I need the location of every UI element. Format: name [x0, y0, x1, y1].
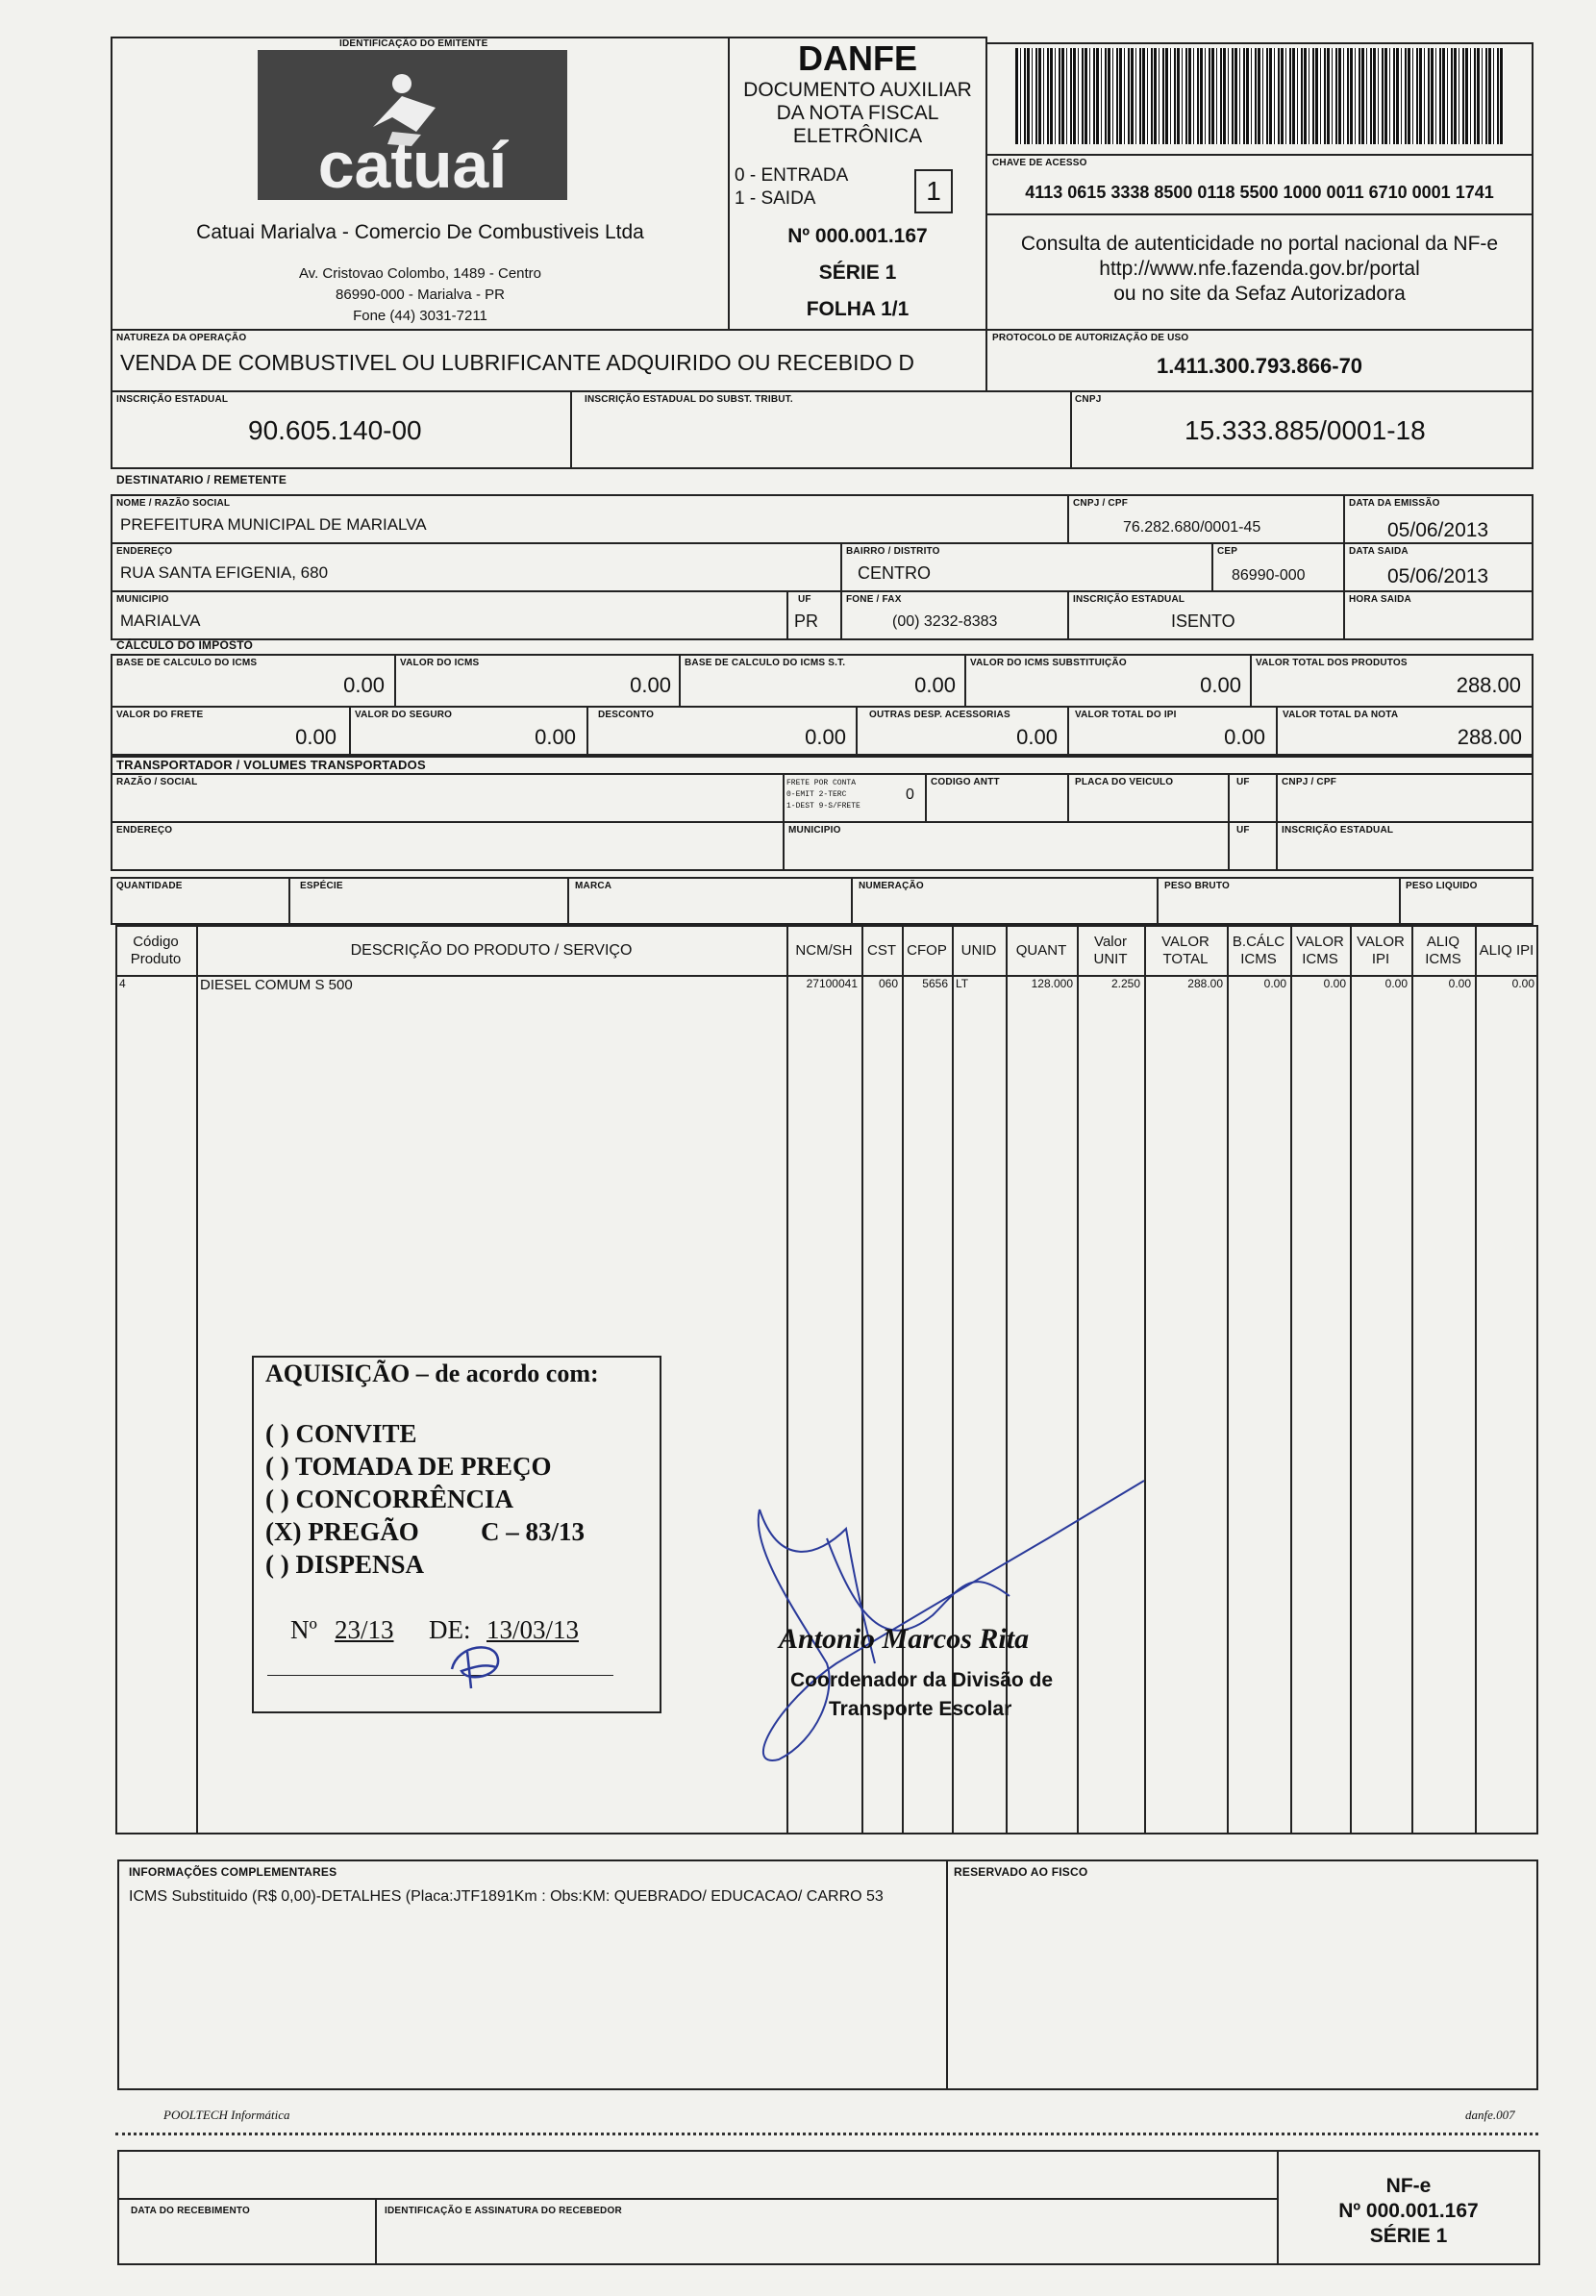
danfe-title: DANFE [798, 38, 917, 78]
transport-uf-label: UF [1236, 777, 1250, 787]
danfe-type-box: 1 [914, 169, 953, 213]
emitter-phone: Fone (44) 3031-7211 [353, 308, 487, 324]
tax-base-value: 0.00 [343, 673, 385, 697]
danfe-subtitle-2: DA NOTA FISCAL [776, 102, 939, 124]
phone-label: FONE / FAX [846, 594, 902, 605]
transport-section-label: TRANSPORTADOR / VOLUMES TRANSPORTADOS [116, 758, 426, 772]
tax-icms-value: 0.00 [630, 673, 671, 697]
products-column-divider [1411, 925, 1413, 1834]
nature-value: VENDA DE COMBUSTIVEL OU LUBRIFICANTE ADQUIRIDO OU RECEBIDO D [120, 350, 915, 375]
products-cell-unit-value: 2.250 [1110, 977, 1140, 990]
products-cell-ncm: 27100041 [806, 977, 858, 990]
volume-numbering-label: NUMERAÇÃO [859, 881, 924, 891]
tax-base-label: BASE DE CALCULO DO ICMS [116, 658, 258, 668]
volume-brand-label: MARCA [575, 881, 612, 891]
products-cell-code: 4 [119, 977, 126, 990]
consult-line-1: Consulta de autenticidade no portal nacional da NF-e [1020, 233, 1499, 255]
stamp-pregao-code: C – 83/13 [481, 1517, 585, 1546]
coordinator-title: Coordenador da Divisão de [790, 1669, 1054, 1691]
uf-value: PR [794, 611, 819, 631]
products-header-ncm: NCM/SH [795, 942, 853, 959]
tax-icms-st-value: 0.00 [1200, 673, 1241, 697]
products-cell-icms-base: 0.00 [1263, 977, 1286, 990]
products-cell-cst: 060 [878, 977, 898, 990]
form-code: danfe.007 [1465, 2108, 1515, 2122]
products-cell-cfop: 5656 [922, 977, 948, 990]
recipient-city-value: MARIALVA [120, 611, 201, 630]
products-header-qty: QUANT [1015, 942, 1067, 959]
ie-label: INSCRIÇÃO ESTADUAL [116, 394, 229, 405]
tax-products-label: VALOR TOTAL DOS PRODUTOS [1256, 658, 1408, 668]
products-cell-qty: 128.000 [1031, 977, 1073, 990]
products-column-divider [1350, 925, 1352, 1834]
danfe-number: Nº 000.001.167 [787, 225, 928, 247]
products-header-icms-rate: ALIQ ICMS [1425, 934, 1461, 967]
logo-text: catuaí [317, 129, 508, 202]
access-key-value: 4113 0615 3338 8500 0118 5500 1000 0011 6710 0001 1741 [1025, 183, 1494, 202]
stamp-concorrencia: ( ) CONCORRÊNCIA [265, 1485, 513, 1513]
discount-label: DESCONTO [598, 710, 655, 720]
antt-label: CODIGO ANTT [931, 777, 1000, 787]
additional-info-label: INFORMAÇÕES COMPLEMENTARES [129, 1865, 337, 1879]
note-total-label: VALOR TOTAL DA NOTA [1283, 710, 1399, 720]
gross-weight-label: PESO BRUTO [1164, 881, 1230, 891]
exit-date-value: 05/06/2013 [1387, 565, 1489, 587]
products-header-ipi-rate: ALIQ IPI [1479, 942, 1534, 959]
tax-section-label: CÁLCULO DO IMPOSTO [116, 638, 254, 652]
stamp-number-value: 23/13 [335, 1615, 394, 1644]
emitter-section-label: IDENTIFICAÇÃO DO EMITENTE [339, 38, 488, 49]
products-header-ipi-value: VALOR IPI [1357, 934, 1405, 967]
products-header-cst: CST [867, 942, 896, 959]
danfe-series: SÉRIE 1 [818, 262, 897, 284]
recipient-name-value: PREFEITURA MUNICIPAL DE MARIALVA [120, 515, 427, 534]
recipient-address-label: ENDEREÇO [116, 546, 173, 557]
tax-products-value: 288.00 [1456, 673, 1521, 697]
products-cell-unit: LT [956, 977, 969, 990]
exit-time-label: HORA SAIDA [1349, 594, 1411, 605]
stamp-date-value: 13/03/13 [486, 1615, 580, 1644]
danfe-subtitle-3: ELETRÔNICA [792, 125, 923, 147]
protocol-value: 1.411.300.793.866-70 [1156, 354, 1363, 378]
products-header-cfop: CFOP [907, 942, 947, 959]
recipient-cnpj-label: CNPJ / CPF [1073, 498, 1129, 509]
stamp-tomada: ( ) TOMADA DE PREÇO [265, 1452, 552, 1481]
stamp-dispensa: ( ) DISPENSA [265, 1550, 425, 1579]
carrier-address-label: ENDEREÇO [116, 825, 173, 836]
emitter-address: Av. Cristovao Colombo, 1489 - Centro [298, 265, 542, 282]
stamp-number-prefix: Nº [290, 1615, 317, 1644]
recipient-name-label: NOME / RAZÃO SOCIAL [116, 498, 231, 509]
tax-icms-label: VALOR DO ICMS [400, 658, 480, 668]
access-key-label: CHAVE DE ACESSO [992, 158, 1087, 168]
district-value: CENTRO [858, 563, 931, 583]
recipient-ie-label: INSCRIÇÃO ESTADUAL [1073, 594, 1185, 605]
emitter-name: Catuai Marialva - Comercio De Combustiveis Ltda [196, 221, 644, 243]
products-header-unit-value: Valor UNIT [1093, 934, 1128, 967]
emission-date-value: 05/06/2013 [1387, 519, 1489, 541]
products-header-icms-base: B.CÁLC ICMS [1232, 934, 1285, 967]
carrier-city-label: MUNICIPIO [788, 825, 841, 836]
carrier-ie-label: INSCRIÇÃO ESTADUAL [1282, 825, 1394, 836]
carrier-name-label: RAZÃO / SOCIAL [116, 777, 198, 787]
freight-value-label: VALOR DO FRETE [116, 710, 204, 720]
products-header-code: Código Produto [130, 934, 182, 967]
volume-species-label: ESPÉCIE [300, 881, 343, 891]
company-logo [258, 50, 567, 200]
tax-base-st-value: 0.00 [914, 673, 956, 697]
ipi-total-label: VALOR TOTAL DO IPI [1075, 710, 1177, 720]
ie-value: 90.605.140-00 [248, 415, 422, 445]
other-expenses-label: OUTRAS DESP. ACESSORIAS [869, 710, 1010, 720]
products-header-unit: UNID [960, 942, 997, 959]
carrier-uf-label: UF [1236, 825, 1250, 836]
products-column-divider [1290, 925, 1292, 1834]
cnpj-label: CNPJ [1075, 394, 1102, 405]
products-column-divider [1227, 925, 1229, 1834]
freight-mode-line-2: 0-EMIT 2-TERC [786, 790, 847, 799]
coordinator-department: Transporte Escolar [829, 1698, 1012, 1720]
receipt-nfe: NF-e [1385, 2175, 1432, 2197]
volume-qty-label: QUANTIDADE [116, 881, 183, 891]
protocol-label: PROTOCOLO DE AUTORIZAÇÃO DE USO [992, 333, 1189, 343]
danfe-entry: 0 - ENTRADA [735, 165, 849, 186]
receiver-label: IDENTIFICAÇÃO E ASSINATURA DO RECEBEDOR [385, 2206, 622, 2216]
stamp-date-prefix: DE: [429, 1615, 471, 1644]
recipient-address-value: RUA SANTA EFIGENIA, 680 [120, 563, 329, 582]
products-column-divider [1475, 925, 1477, 1834]
freight-value: 0.00 [295, 725, 337, 749]
freight-mode-value: 0 [906, 786, 914, 803]
freight-mode-line-3: 1-DEST 9-S/FRETE [786, 802, 860, 811]
fisco-label: RESERVADO AO FISCO [954, 1865, 1088, 1879]
receipt-number: Nº 000.001.167 [1338, 2200, 1479, 2222]
nature-label: NATUREZA DA OPERAÇÃO [116, 333, 247, 343]
cnpj-value: 15.333.885/0001-18 [1185, 415, 1426, 445]
cep-value: 86990-000 [1232, 567, 1306, 584]
emission-date-label: DATA DA EMISSÃO [1349, 498, 1440, 509]
insurance-value: 0.00 [535, 725, 576, 749]
emitter-city: 86990-000 - Marialva - PR [336, 287, 505, 303]
products-cell-icms-rate: 0.00 [1448, 977, 1471, 990]
products-header-description: DESCRIÇÃO DO PRODUTO / SERVIÇO [350, 942, 633, 959]
net-weight-label: PESO LIQUIDO [1406, 881, 1478, 891]
plate-label: PLACA DO VEICULO [1075, 777, 1174, 787]
products-cell-total-value: 288.00 [1187, 977, 1223, 990]
consult-line-2: http://www.nfe.fazenda.gov.br/portal [1099, 258, 1420, 280]
discount-value: 0.00 [805, 725, 846, 749]
products-header-total-value: VALOR TOTAL [1161, 934, 1209, 967]
consult-line-3: ou no site da Sefaz Autorizadora [1113, 283, 1406, 305]
products-cell-icms-value: 0.00 [1323, 977, 1346, 990]
stamp-convite: ( ) CONVITE [265, 1419, 417, 1448]
software-credit: POOLTECH Informática [163, 2108, 290, 2122]
freight-mode-line-1: FRETE POR CONTA [786, 779, 857, 787]
additional-info-value: ICMS Substituido (R$ 0,00)-DETALHES (Placa:JTF1891Km : Obs:KM: QUEBRADO/ EDUCACAO/ CARRO 53 [129, 1888, 884, 1905]
recipient-city-label: MUNICIPIO [116, 594, 169, 605]
fisco-box [946, 1859, 1538, 2090]
danfe-sheet: FOLHA 1/1 [806, 298, 910, 320]
products-cell-ipi-value: 0.00 [1384, 977, 1408, 990]
note-total-value: 288.00 [1457, 725, 1522, 749]
transport-cnpj-label: CNPJ / CPF [1282, 777, 1337, 787]
uf-label: UF [798, 594, 811, 605]
products-cell-ipi-rate: 0.00 [1511, 977, 1534, 990]
district-label: BAIRRO / DISTRITO [846, 546, 940, 557]
products-column-divider [196, 925, 198, 1834]
cut-line [115, 2133, 1538, 2135]
danfe-exit: 1 - SAIDA [735, 188, 816, 209]
coordinator-name: Antonio Marcos Rita [779, 1623, 1030, 1655]
tax-base-st-label: BASE DE CALCULO DO ICMS S.T. [685, 658, 846, 668]
other-expenses-value: 0.00 [1016, 725, 1058, 749]
products-header-icms-value: VALOR ICMS [1296, 934, 1344, 967]
phone-value: (00) 3232-8383 [892, 613, 998, 630]
insurance-label: VALOR DO SEGURO [355, 710, 453, 720]
recipient-row-3 [111, 590, 1534, 640]
stamp-pregao: (X) PREGÃO [265, 1517, 419, 1546]
recipient-cnpj-value: 76.282.680/0001-45 [1123, 519, 1261, 536]
tax-icms-st-label: VALOR DO ICMS SUBSTITUIÇÃO [970, 658, 1127, 668]
cep-label: CEP [1217, 546, 1238, 557]
products-cell-description: DIESEL COMUM S 500 [200, 977, 353, 993]
receipt-series: SÉRIE 1 [1369, 2225, 1448, 2247]
stamp-title: AQUISIÇÃO – de acordo com: [265, 1360, 599, 1387]
exit-date-label: DATA SAIDA [1349, 546, 1409, 557]
recipient-section-label: DESTINATARIO / REMETENTE [116, 473, 287, 487]
receipt-date-label: DATA DO RECEBIMENTO [131, 2206, 250, 2216]
danfe-subtitle-1: DOCUMENTO AUXILIAR [743, 79, 972, 101]
barcode [1015, 48, 1504, 144]
ipi-total-value: 0.00 [1224, 725, 1265, 749]
stamp-initials-signature [438, 1635, 535, 1692]
recipient-ie-value: ISENTO [1171, 611, 1235, 631]
ie-subst-label: INSCRIÇÃO ESTADUAL DO SUBST. TRIBUT. [585, 394, 793, 405]
